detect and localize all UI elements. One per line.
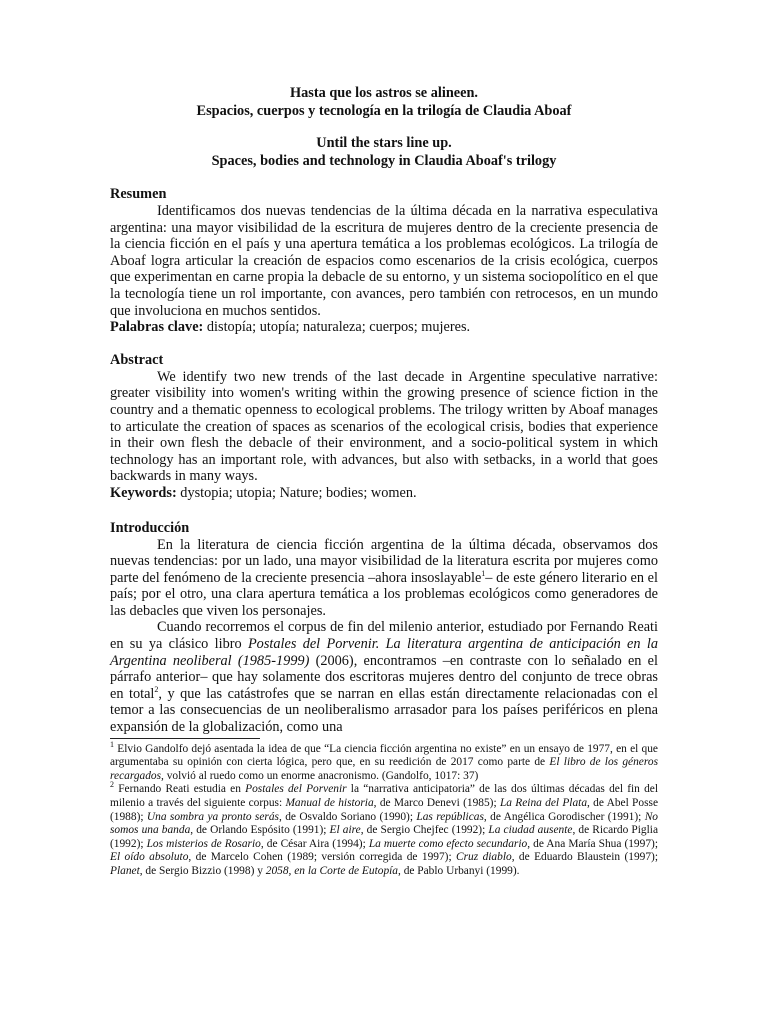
fn2-title: Planet — [110, 864, 140, 877]
resumen-keywords-list: distopía; utopía; naturaleza; cuerpos; mujeres. — [203, 319, 471, 336]
intro-p2-text-c: , y que las catástrofes que se narran en ellas están directamente relacionadas con el temor a las consecuencias de un neoliberalismo arrasador para los países periféricos en plena expansión de la globalización, como una — [110, 685, 658, 736]
fn2-text: , de Sergio Bizzio (1998) y — [139, 864, 266, 877]
fn2-title: Cruz diablo — [456, 851, 512, 864]
fn2-text: , de Marcelo Cohen (1989; versión corregida de 1997); — [188, 851, 457, 864]
fn2-text: , de Orlando Espósito (1991); — [190, 824, 330, 837]
resumen-text: Identificamos dos nuevas tendencias de la última década en la narrativa especulativa argentina: una mayor visibilidad de la escritura de mujeres dentro de la creciente presencia de la ciencia ficción en el país y una apertura temática a los problemas ecológicos. La trilogía de Aboaf logra articular la creación de espacios como escenarios de la crisis ecológica, cuerpos que experimentan en carne propia la debacle de su entorno, y un sistema sociopolítico en el que la tecnología tiene un rol importante, con avances, pero también con retrocesos, en un mundo que involuciona en muchos sentidos. — [110, 203, 658, 319]
intro-paragraph-2 — [110, 619, 658, 735]
spanish-title-line2: Espacios, cuerpos y tecnología en la trilogía de Claudia Aboaf — [196, 103, 572, 119]
fn2-title: Postales del Porvenir — [245, 783, 347, 796]
fn2-text: , de Eduardo Blaustein (1997); — [511, 851, 659, 864]
fn2-title: La muerte como efecto secundario — [368, 837, 528, 850]
fn2-text: , de Angélica Gorodischer (1991); — [483, 810, 645, 823]
english-title — [110, 134, 658, 170]
footnote-1 — [110, 739, 658, 784]
fn2-text: , de Abel Posse (1988); — [110, 797, 658, 823]
intro-p2-text-b: (2006), encontramos –en contraste con lo señalado en el párrafo anterior– que hay solamente dos escritoras mujeres dentro del conjunto de trece obras en total — [110, 652, 658, 702]
footnote-1-text-a: Elvio Gandolfo dejó asentada la idea de que “La ciencia ficción argentina no existe” en un ensayo de 1977, en el que argumentaba su opinión con cierta lógica, pero que, en su reedición de 2017 como parte de — [110, 742, 658, 769]
introduccion-heading: Introducción — [110, 519, 190, 536]
fn2-title: Una sombra ya pronto serás — [146, 810, 279, 823]
spanish-title-line1: Hasta que los astros se alineen. — [290, 85, 478, 101]
resumen-heading: Resumen — [110, 186, 167, 202]
footnote-1-mark: 1 — [110, 739, 114, 749]
intro-paragraph-1 — [110, 537, 658, 620]
footnote-1-book: El libro de los géneros recargados, — [110, 756, 658, 782]
abstract-heading: Abstract — [110, 351, 164, 368]
fn2-text: la “narrativa anticipatoria” de las dos últimas décadas del fin del milenio a través del siguiente corpus: — [110, 783, 658, 809]
footnote-ref-2[interactable]: 2 — [154, 685, 159, 695]
fn2-title: 2058, en la Corte de Eutopía — [265, 864, 398, 877]
fn2-title: El oído absoluto — [110, 851, 189, 864]
resumen-keywords — [110, 319, 658, 336]
resumen-keywords-label: Palabras clave: — [110, 319, 204, 336]
fn2-text: , de Pablo Urbanyi (1999). — [398, 864, 520, 877]
footnote-ref-1[interactable]: 1 — [481, 568, 486, 578]
abstract-keywords-list: dystopia; utopia; Nature; bodies; women. — [176, 484, 417, 501]
footnotes — [110, 739, 659, 879]
footnote-2 — [110, 780, 659, 878]
fn2-text: , de Ricardo Piglia (1992); — [110, 824, 659, 850]
footnote-1-text-b: volvió al ruedo como un enorme anacronismo. (Gandolfo, 1017: 37) — [163, 769, 479, 782]
fn2-text: , de Marco Denevi (1985); — [373, 797, 500, 809]
section-spacer — [110, 336, 658, 352]
page-content — [110, 84, 658, 879]
abstract-keywords-label: Keywords: — [110, 484, 177, 501]
abstract-keywords — [110, 485, 658, 502]
intro-p2-text-a: Cuando recorremos el corpus de fin del milenio anterior, estudiado por Fernando Reati en su ya clásico libro — [110, 619, 658, 653]
intro-p1-text-b: – de este género literario en el país; por el otro, una clara apertura temática a los problemas ecológicos como generadores de las debacles que viven los personajes. — [110, 569, 658, 619]
fn2-title: Los misterios de Rosario — [146, 837, 261, 850]
fn2-text: , de Sergio Chejfec (1992); — [360, 824, 489, 837]
footnote-divider — [110, 738, 260, 739]
resumen-section — [110, 186, 658, 336]
fn2-text: , de Osvaldo Soriano (1990); — [278, 810, 417, 823]
fn2-text: Fernando Reati estudia en — [114, 783, 246, 796]
fn2-title: Manual de historia — [285, 797, 374, 809]
english-title-line2: Spaces, bodies and technology in Claudia Aboaf's trilogy — [211, 153, 557, 169]
footnote-2-mark: 2 — [110, 780, 114, 790]
fn2-title: Las repúblicas — [416, 810, 484, 823]
fn2-title: No somos una banda — [110, 810, 658, 837]
fn2-title: La Reina del Plata — [499, 797, 588, 809]
english-title-line1: Until the stars line up. — [316, 135, 452, 151]
spanish-title — [110, 84, 658, 120]
fn2-text: , de César Aira (1994); — [260, 837, 369, 850]
abstract-text: We identify two new trends of the last decade in Argentine speculative narrative: greater visibility into women's writing within the growing presence of science fiction in the country and a thematic openness to ecological problems. The trilogy written by Aboaf manages to articulate the creation of spaces as scenarios of the ecological crisis, bodies that experience in their own flesh the debacle of their environment, and a socio-political system in which technology has an important role, with advances, but also with setbacks, in a world that goes backwards in many ways. — [110, 368, 658, 485]
intro-p1-text-a: En la literatura de ciencia ficción argentina de la última década, observamos dos nuevas tendencias: por un lado, una mayor visibilidad de la literatura escrita por mujeres como parte del fenómeno de la creciente presencia –ahora insoslayable — [110, 536, 658, 586]
introduccion-section — [110, 520, 658, 736]
fn2-title: El aire — [329, 824, 361, 837]
fn2-text: , de Ana María Shua (1997); — [527, 837, 658, 850]
abstract-section — [110, 352, 658, 502]
fn2-title: La ciudad ausente — [488, 824, 573, 837]
intro-p2-book-title: Postales del Porvenir. La literatura argentina de anticipación en la Argentina neoliberal (1985-1999) — [110, 636, 658, 669]
section-spacer — [110, 502, 658, 520]
